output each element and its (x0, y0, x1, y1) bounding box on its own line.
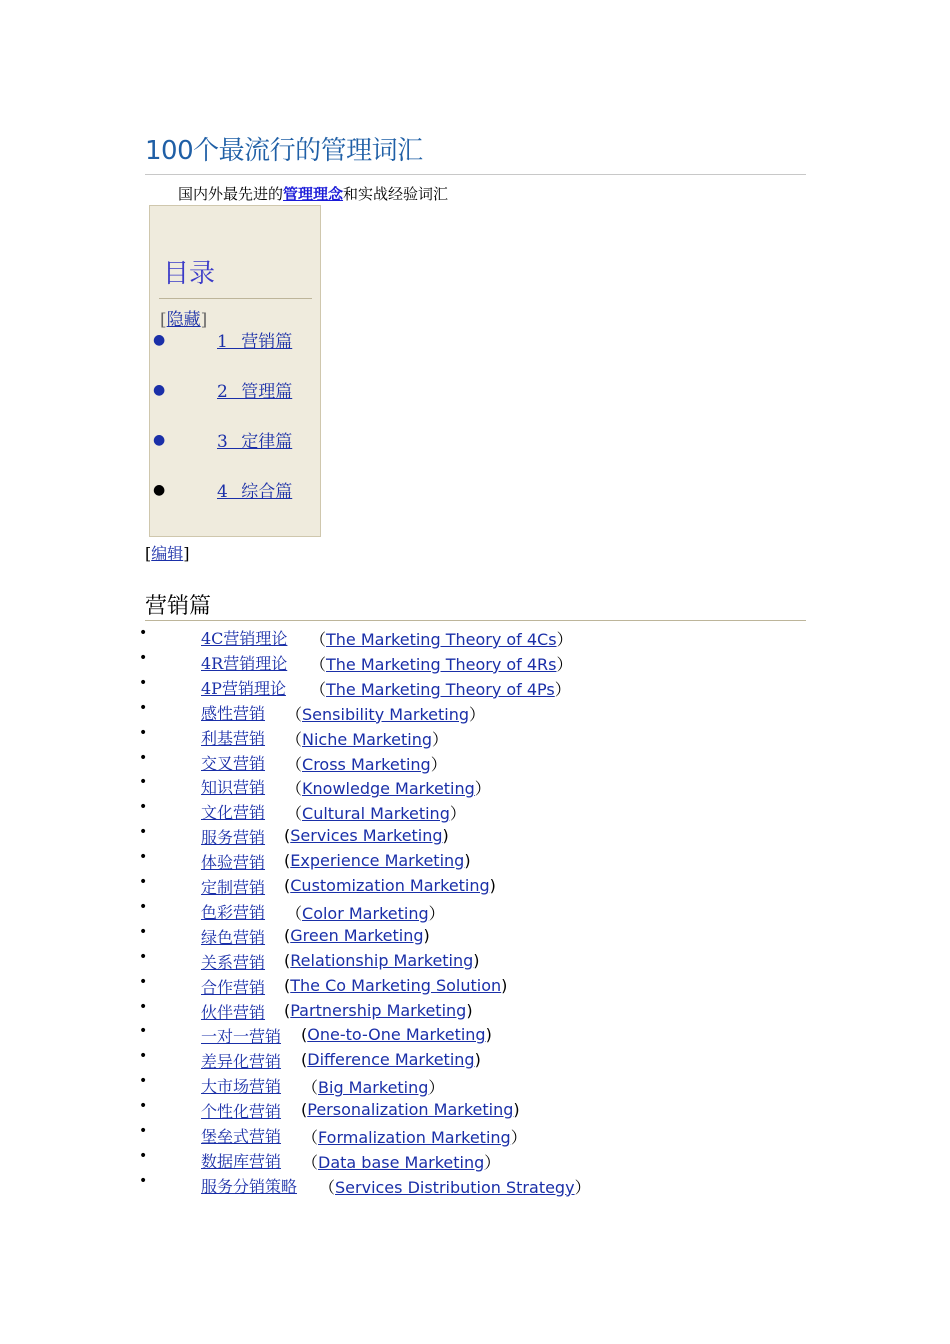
section-divider (145, 620, 806, 621)
management-concept-link[interactable]: 管理理念 (283, 185, 344, 203)
close-paren: ） (432, 729, 449, 749)
open-paren: （ (302, 1128, 319, 1147)
toc-title: 目录 (163, 259, 216, 289)
term-zh-link[interactable]: 知识营销 (201, 778, 266, 798)
bullet-icon: • (139, 1073, 148, 1090)
term-en-link[interactable]: Cultural Marketing (302, 804, 450, 824)
bullet-icon: • (139, 1123, 148, 1139)
bullet-icon: • (139, 724, 148, 741)
open-paren: （ (310, 630, 327, 649)
bullet-icon: ● (153, 382, 166, 398)
close-paren: ) (485, 1025, 492, 1045)
open-paren: （ (286, 729, 303, 749)
open-paren: （ (286, 903, 303, 923)
close-paren: ) (489, 876, 496, 895)
bullet-icon: • (139, 1098, 148, 1115)
term-en-link[interactable]: The Co Marketing Solution (290, 975, 502, 995)
title-divider (145, 174, 806, 175)
term-zh-link[interactable]: 一对一营销 (201, 1027, 282, 1047)
bullet-icon: • (139, 923, 148, 940)
list-item (0, 874, 950, 899)
term-en (301, 1100, 520, 1119)
term-en (286, 702, 485, 725)
bullet-icon: ● (153, 432, 166, 448)
term-en-link[interactable]: The Marketing Theory of 4Rs (326, 654, 557, 674)
list-item (0, 924, 950, 949)
toc-hide-control: [隐藏] (160, 310, 208, 330)
term-zh-link[interactable]: 交叉营销 (201, 753, 266, 773)
open-paren: ( (301, 1100, 308, 1120)
term-en (286, 727, 448, 750)
term-en-link[interactable]: Green Marketing (290, 925, 424, 945)
term-zh-link[interactable]: 大市场营销 (201, 1077, 282, 1097)
close-paren: ) (442, 826, 449, 846)
open-paren: （ (302, 1152, 319, 1172)
term-en-link[interactable]: One-to-One Marketing (307, 1025, 486, 1045)
close-paren: ） (474, 779, 491, 799)
close-paren: ） (449, 804, 466, 824)
edit-link[interactable]: 编辑 (151, 544, 184, 563)
term-en (284, 976, 507, 995)
open-paren: ( (301, 1050, 308, 1070)
subtitle-suffix: 和实战经验词汇 (343, 185, 449, 203)
term-en (302, 1125, 527, 1148)
open-paren: ( (284, 925, 291, 945)
bullet-icon: • (139, 948, 148, 965)
close-paren: ） (554, 679, 571, 699)
close-paren: ） (428, 903, 445, 923)
term-en (284, 926, 430, 945)
term-zh-link[interactable]: 绿色营销 (201, 927, 266, 947)
toc-item-marketing (150, 330, 320, 380)
list-item (0, 750, 950, 775)
close-paren: ) (466, 1000, 473, 1020)
term-zh-link[interactable]: 差异化营销 (201, 1052, 282, 1072)
term-en-link[interactable]: Color Marketing (302, 903, 429, 923)
term-en-link[interactable]: Data base Marketing (318, 1152, 485, 1172)
close-paren: ） (428, 1078, 445, 1098)
bullet-icon: ● (153, 332, 166, 348)
term-en-link[interactable]: Personalization Marketing (307, 1100, 514, 1120)
close-paren: ） (574, 1177, 591, 1197)
open-paren: ( (284, 826, 291, 846)
term-en-link[interactable]: Relationship Marketing (290, 950, 474, 970)
close-paren: ） (430, 754, 447, 774)
list-item (0, 899, 950, 924)
term-en (302, 1150, 500, 1173)
list-item (0, 1073, 950, 1098)
term-en (319, 1175, 591, 1198)
close-paren: ) (474, 1050, 481, 1070)
term-en-link[interactable]: Experience Marketing (290, 851, 465, 871)
bullet-icon: • (139, 699, 148, 716)
bullet-icon: • (139, 799, 148, 816)
term-en (310, 627, 573, 650)
open-paren: ( (284, 876, 291, 895)
bullet-icon: • (139, 1147, 148, 1164)
open-paren: ( (284, 975, 291, 995)
close-paren: ) (464, 851, 471, 871)
page-title: 100个最流行的管理词汇 (145, 136, 423, 166)
list-item (0, 999, 950, 1024)
bullet-icon: • (139, 749, 148, 766)
list-item (0, 824, 950, 849)
open-paren: ( (284, 851, 291, 871)
bullet-icon: • (139, 774, 148, 791)
term-en-link[interactable]: Formalization Marketing (318, 1128, 511, 1147)
term-zh-link[interactable]: 4P营销理论 (201, 678, 286, 698)
term-en (286, 776, 491, 799)
term-en (284, 826, 449, 845)
open-paren: （ (286, 704, 303, 724)
list-item (0, 774, 950, 799)
term-zh-link[interactable]: 体验营销 (201, 853, 266, 873)
term-en (310, 652, 573, 675)
open-paren: ( (284, 1000, 291, 1020)
bullet-icon: • (139, 874, 148, 890)
close-paren: ) (423, 925, 430, 945)
toc-hide-link[interactable]: 隐藏 (166, 310, 201, 330)
term-en (310, 677, 571, 700)
term-en-link[interactable]: Cross Marketing (302, 754, 431, 774)
close-paren: ） (556, 630, 573, 649)
list-item (0, 725, 950, 750)
toc-item-general (150, 480, 320, 530)
subtitle-prefix: 国内外最先进的 (178, 185, 284, 203)
list-item (0, 849, 950, 874)
term-zh-link[interactable]: 服务分销策略 (201, 1176, 298, 1196)
toc-item-management (150, 380, 320, 430)
bullet-icon: • (139, 998, 148, 1015)
term-zh-link[interactable]: 色彩营销 (201, 902, 266, 922)
close-paren: ) (513, 1100, 520, 1120)
edit-control: [编辑] (145, 544, 190, 563)
term-en (301, 1050, 481, 1069)
close-paren: ） (484, 1152, 501, 1172)
term-en-link[interactable]: Big Marketing (318, 1078, 429, 1098)
bullet-icon: • (139, 649, 148, 666)
bullet-icon: • (139, 898, 148, 915)
close-paren: ) (501, 975, 508, 995)
term-en (284, 876, 496, 895)
bullet-icon: • (139, 973, 148, 990)
term-en-link[interactable]: Difference Marketing (307, 1050, 475, 1070)
term-en (284, 1001, 473, 1020)
term-en-link[interactable]: The Marketing Theory of 4Ps (326, 679, 555, 699)
open-paren: （ (286, 779, 303, 799)
term-en (284, 951, 480, 970)
open-paren: ( (284, 950, 291, 970)
list-item (0, 1173, 950, 1198)
page-subtitle (178, 183, 448, 204)
term-en (286, 752, 447, 775)
list-item (0, 650, 950, 675)
term-zh-link[interactable]: 利基营销 (201, 728, 266, 748)
bullet-icon: • (139, 1023, 148, 1040)
term-en (286, 901, 445, 924)
table-of-contents (149, 205, 321, 537)
term-en-link[interactable]: Partnership Marketing (290, 1000, 467, 1020)
term-zh-link[interactable]: 4R营销理论 (201, 653, 288, 673)
open-paren: （ (310, 679, 327, 699)
term-zh-link[interactable]: 合作营销 (201, 977, 266, 997)
term-zh-link[interactable]: 服务营销 (201, 828, 266, 848)
bullet-icon: • (139, 1048, 148, 1065)
term-zh-link[interactable]: 感性营销 (201, 703, 266, 723)
list-item (0, 799, 950, 824)
close-paren: ） (556, 654, 573, 674)
open-paren: （ (319, 1177, 336, 1197)
term-zh-link[interactable]: 文化营销 (201, 803, 266, 823)
term-en-link[interactable]: Services Marketing (290, 826, 443, 846)
toc-link-general[interactable]: 4 综合篇 (217, 482, 293, 502)
bullet-icon: • (139, 674, 148, 691)
term-en (302, 1075, 444, 1098)
term-zh-link[interactable]: 定制营销 (201, 878, 266, 897)
list-item (0, 1148, 950, 1173)
list-item (0, 1123, 950, 1148)
list-item (0, 949, 950, 974)
list-item (0, 700, 950, 725)
bullet-icon: • (139, 849, 148, 866)
term-en (284, 851, 471, 870)
close-paren: ） (469, 704, 486, 724)
term-en (301, 1025, 492, 1044)
term-en-link[interactable]: Niche Marketing (302, 729, 433, 749)
close-paren: ) (473, 950, 480, 970)
list-item (0, 625, 950, 650)
open-paren: （ (286, 754, 303, 774)
open-paren: （ (286, 804, 303, 824)
list-item (0, 1098, 950, 1123)
term-en (286, 801, 466, 824)
term-zh-link[interactable]: 数据库营销 (201, 1151, 282, 1171)
list-item (0, 1023, 950, 1048)
open-paren: （ (302, 1078, 319, 1098)
term-zh-link[interactable]: 伙伴营销 (201, 1002, 266, 1022)
term-en-link[interactable]: The Marketing Theory of 4Cs (326, 630, 557, 649)
bullet-icon: • (139, 824, 148, 841)
term-en-link[interactable]: Customization Marketing (290, 876, 490, 895)
bullet-icon: ● (153, 482, 166, 498)
section-title: 营销篇 (145, 594, 212, 619)
toc-divider (159, 298, 312, 299)
close-paren: ） (510, 1128, 527, 1147)
list-item (0, 1048, 950, 1073)
list-item (0, 974, 950, 999)
term-en-link[interactable]: Services Distribution Strategy (335, 1177, 575, 1197)
toc-link-marketing[interactable]: 1 营销篇 (217, 332, 293, 352)
term-zh-link[interactable]: 个性化营销 (201, 1102, 282, 1122)
bullet-icon: • (139, 1172, 148, 1189)
open-paren: ( (301, 1025, 308, 1045)
open-paren: （ (310, 654, 327, 674)
term-zh-link[interactable]: 4C营销理论 (201, 629, 288, 648)
toc-link-laws[interactable]: 3 定律篇 (217, 432, 293, 452)
term-en-link[interactable]: Knowledge Marketing (302, 779, 475, 799)
term-en-link[interactable]: Sensibility Marketing (302, 704, 469, 724)
term-zh-link[interactable]: 关系营销 (201, 952, 266, 972)
list-item (0, 675, 950, 700)
bullet-icon: • (139, 625, 148, 641)
toc-item-laws (150, 430, 320, 480)
term-zh-link[interactable]: 堡垒式营销 (201, 1127, 282, 1146)
toc-link-management[interactable]: 2 管理篇 (217, 382, 293, 402)
